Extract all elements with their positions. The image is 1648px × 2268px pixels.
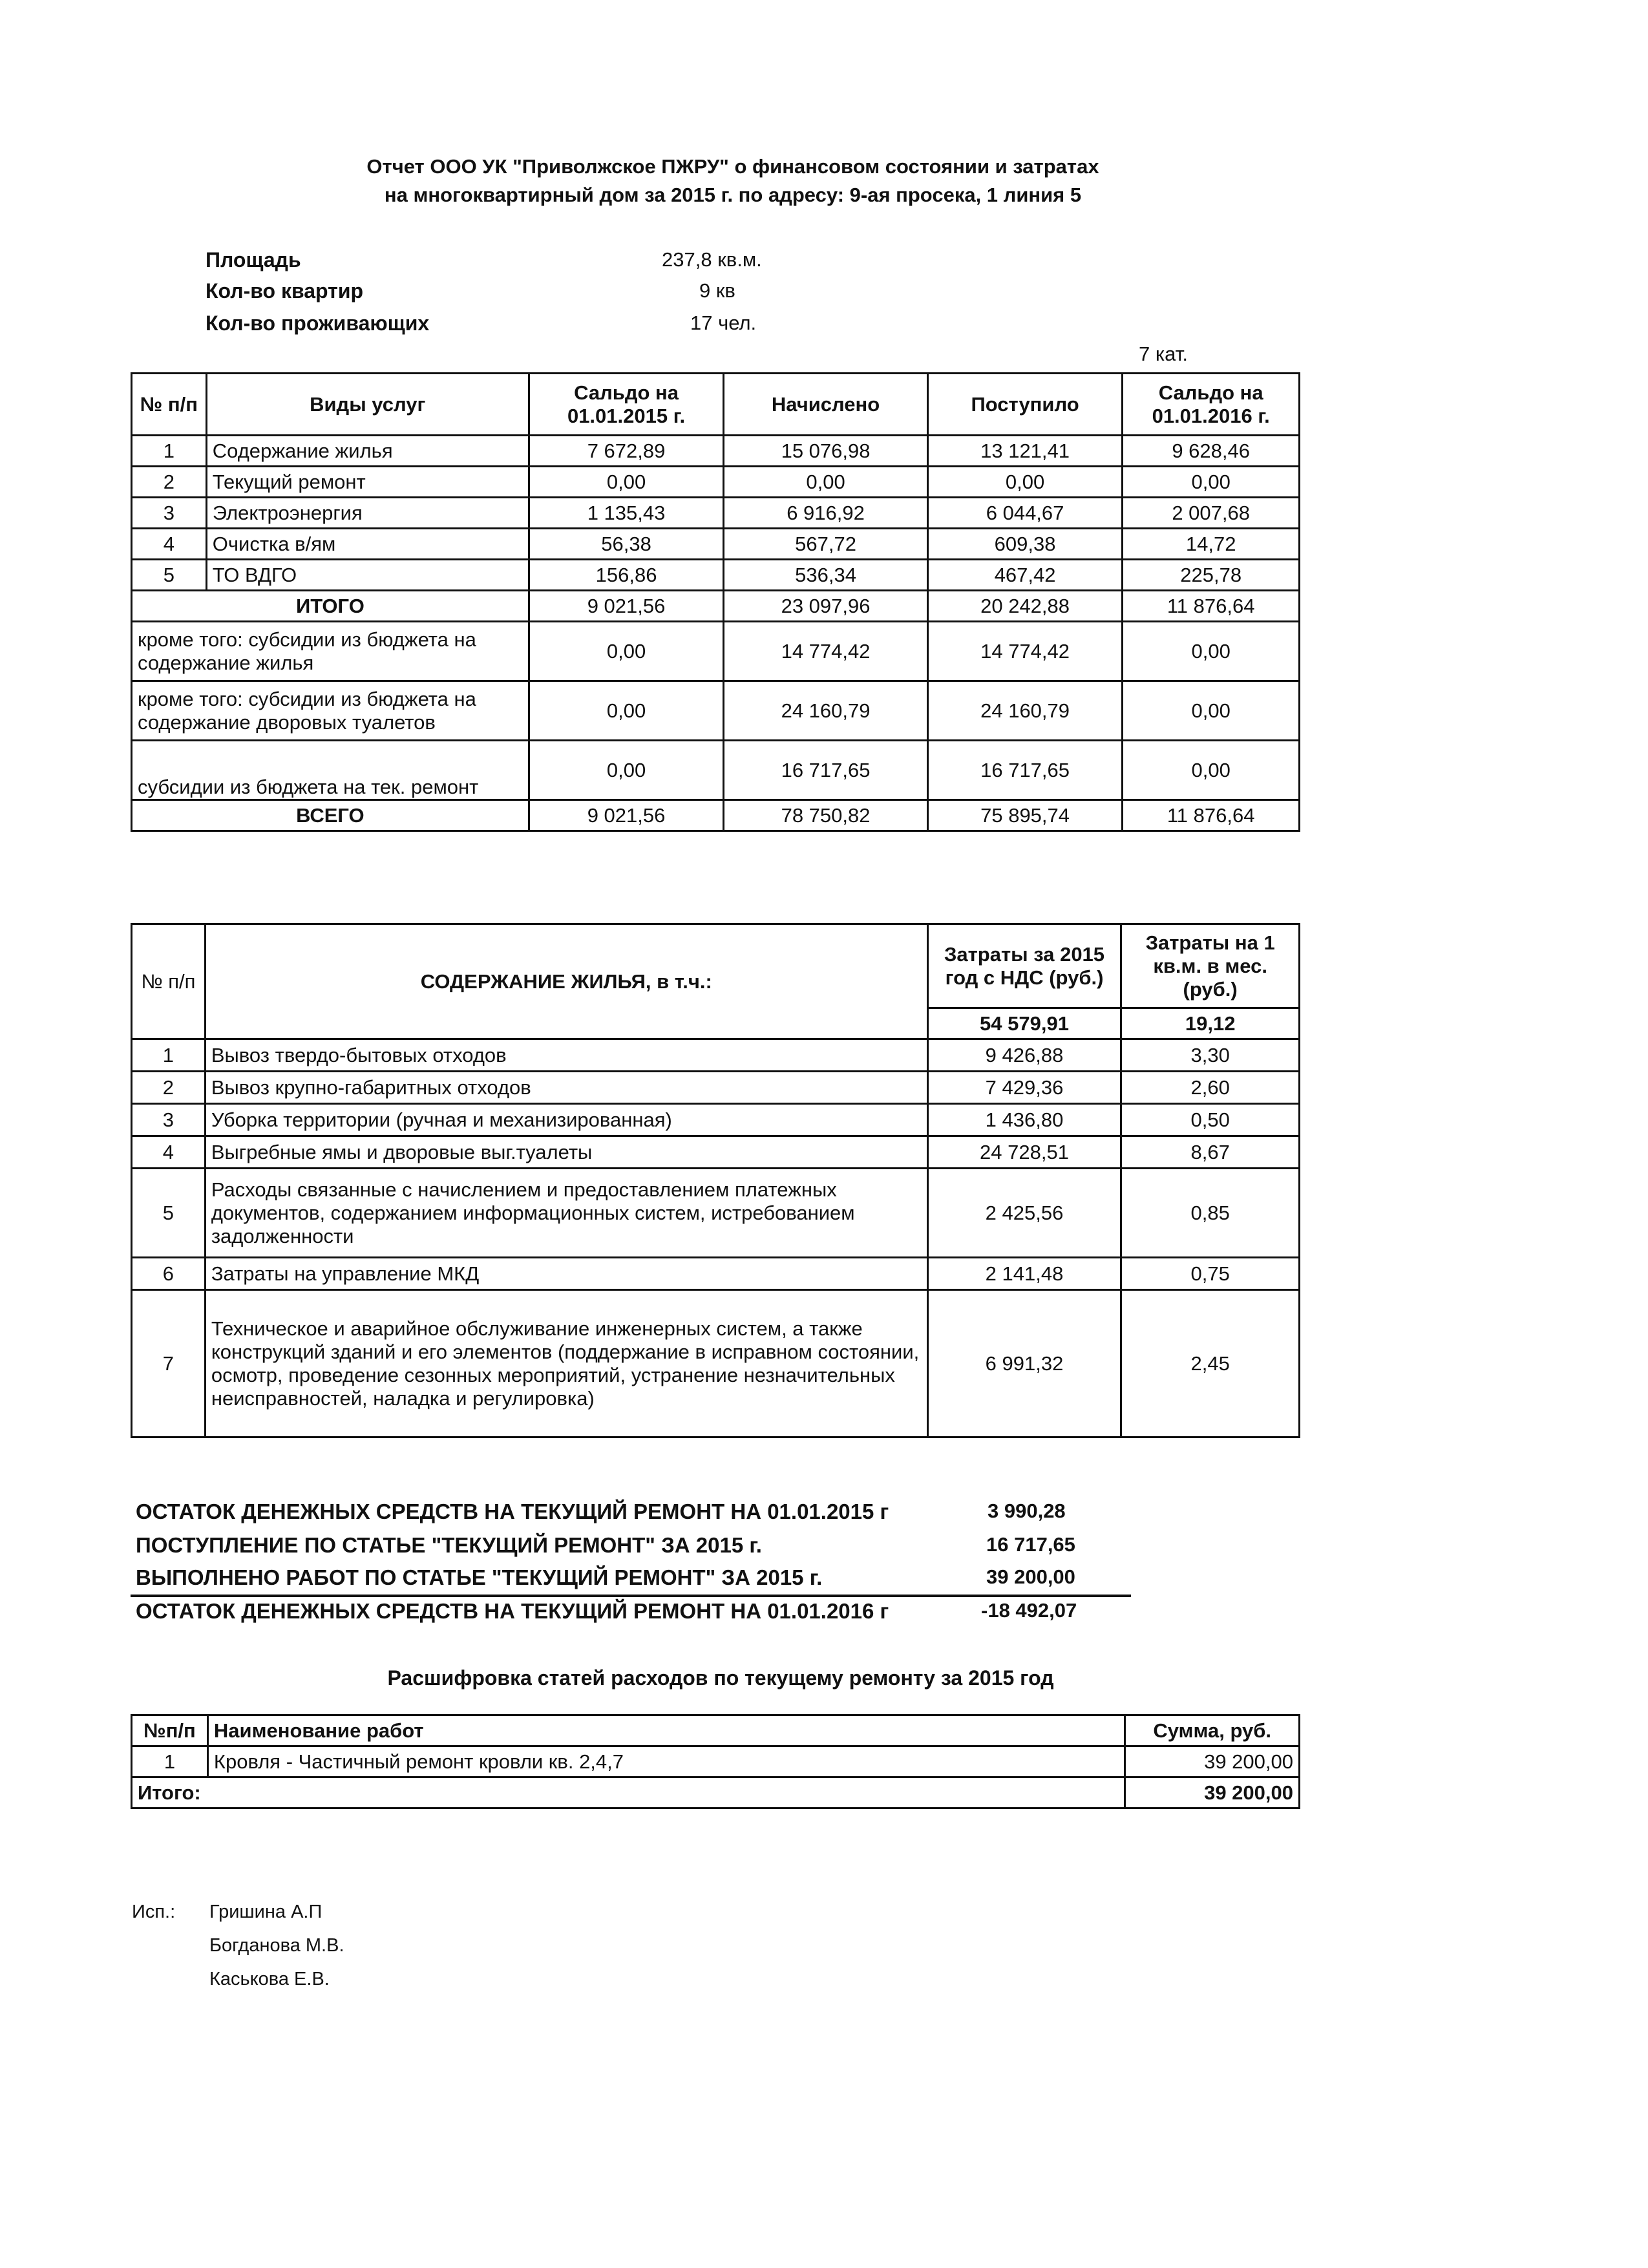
cell-value: 20 242,88 [927,591,1123,622]
area-value: 237,8 кв.м. [662,248,762,271]
cell-value: 11 876,64 [1123,800,1300,831]
cell-item: Расходы связанные с начислением и предоставлением платежных документов, содержанием информационных систем, истребованием задолженности [205,1169,927,1258]
table-row [132,1258,1300,1290]
cell-num: 2 [132,467,207,498]
table-row [132,1104,1300,1136]
maintenance-header-row [132,924,1300,1008]
header-saldo-2015: Сальдо на 01.01.2015 г. [529,374,724,436]
table-row [132,1072,1300,1104]
cell-service: Очистка в/ям [206,529,529,560]
cell-service: Электроэнергия [206,498,529,529]
summary-value-4: -18 492,07 [981,1599,1077,1622]
cell-value: 9 628,46 [1123,436,1300,467]
cell-value: 16 717,65 [927,741,1123,800]
cell-value: 0,00 [529,467,724,498]
table-row [132,1039,1300,1072]
cell-value: 0,00 [529,741,724,800]
repair-total-value: 39 200,00 [1125,1777,1300,1808]
summary-divider [131,1595,1131,1597]
header-saldo-2016: Сальдо на 01.01.2016 г. [1123,374,1300,436]
cell-value: 0,00 [529,622,724,681]
cell-value: 2,60 [1121,1072,1300,1104]
repair-header-row [132,1715,1300,1746]
executors-label: Исп.: [132,1902,176,1922]
cell-value: 75 895,74 [927,800,1123,831]
summary-value-3: 39 200,00 [986,1565,1075,1588]
subsidy-label: субсидии из бюджета на тек. ремонт [132,741,529,800]
services-grand-total-row [132,800,1300,831]
cell-value: 13 121,41 [927,436,1123,467]
cell-value: 24 728,51 [927,1136,1121,1169]
subsidy-label: кроме того: субсидии из бюджета на содержание дворовых туалетов [132,681,529,741]
cell-value: 609,38 [927,529,1123,560]
cell-value: 7 672,89 [529,436,724,467]
cell-value: 1 436,80 [927,1104,1121,1136]
header-cost-per-sqm: Затраты на 1 кв.м. в мес. (руб.) [1121,924,1300,1008]
cell-value: 6 044,67 [927,498,1123,529]
cell-value: 16 717,65 [724,741,928,800]
cell-value: 0,85 [1121,1169,1300,1258]
cell-value: 8,67 [1121,1136,1300,1169]
cell-sum: 39 200,00 [1125,1746,1300,1777]
apartments-label: Кол-во квартир [206,279,364,302]
cell-value: 156,86 [529,560,724,591]
apartments-value: 9 кв [699,279,735,302]
header-num: № п/п [132,924,206,1039]
table-row [132,529,1300,560]
cell-num: 6 [132,1258,206,1290]
cell-value: 0,00 [1123,467,1300,498]
cell-value: 2 141,48 [927,1258,1121,1290]
cell-item: Техническое и аварийное обслуживание инженерных систем, а также конструкций зданий и его элементов (поддержание в исправном состоянии, осмотр, проведение сезонных мероприятий, устранение незначительных неисправностей, наладка и регулировка) [205,1290,927,1437]
report-title-line-2: на многоквартирный дом за 2015 г. по адресу: 9-ая просека, 1 линия 5 [384,184,1082,206]
repair-total-label: Итого: [132,1777,1125,1808]
cell-value: 2 425,56 [927,1169,1121,1258]
cell-value: 225,78 [1123,560,1300,591]
executor-name: Богданова М.В. [209,1935,344,1956]
header-maintenance: СОДЕРЖАНИЕ ЖИЛЬЯ, в т.ч.: [205,924,927,1039]
category-label: 7 кат. [1139,343,1188,365]
header-charged: Начислено [724,374,928,436]
cell-value: 14 774,42 [927,622,1123,681]
table-row [132,467,1300,498]
cell-value: 2 007,68 [1123,498,1300,529]
cell-value: 0,50 [1121,1104,1300,1136]
services-table [131,372,1300,832]
cell-value: 23 097,96 [724,591,928,622]
cell-service: Текущий ремонт [206,467,529,498]
cell-num: 5 [132,560,207,591]
cell-num: 2 [132,1072,206,1104]
cell-value: 0,00 [724,467,928,498]
cell-value: 9 021,56 [529,800,724,831]
cell-value: 3,30 [1121,1039,1300,1072]
header-service: Виды услуг [206,374,529,436]
cell-item: Выгребные ямы и дворовые выг.туалеты [205,1136,927,1169]
cell-item: Вывоз крупно-габаритных отходов [205,1072,927,1104]
cell-value: 24 160,79 [927,681,1123,741]
cell-value: 6 916,92 [724,498,928,529]
summary-label-2: ПОСТУПЛЕНИЕ ПО СТАТЬЕ "ТЕКУЩИЙ РЕМОНТ" ЗА 2015 г. [136,1533,762,1557]
grand-total-label: ВСЕГО [132,800,529,831]
cell-num: 3 [132,1104,206,1136]
cell-value: 9 426,88 [927,1039,1121,1072]
maintenance-table [131,923,1300,1438]
cell-value: 56,38 [529,529,724,560]
cell-num: 1 [132,1039,206,1072]
residents-value: 17 чел. [690,312,757,334]
summary-label-1: ОСТАТОК ДЕНЕЖНЫХ СРЕДСТВ НА ТЕКУЩИЙ РЕМОНТ НА 01.01.2015 г [136,1500,889,1523]
cell-num: 5 [132,1169,206,1258]
cell-value: 0,00 [927,467,1123,498]
cell-item: Затраты на управление МКД [205,1258,927,1290]
table-row [132,498,1300,529]
summary-value-2: 16 717,65 [986,1533,1075,1556]
executor-name: Гришина А.П [209,1902,322,1922]
cell-value: 0,00 [1123,741,1300,800]
subsidy-row [132,622,1300,681]
total-cost-value: 54 579,91 [927,1008,1121,1039]
cell-value: 7 429,36 [927,1072,1121,1104]
header-sum: Сумма, руб. [1125,1715,1300,1746]
cell-value: 9 021,56 [529,591,724,622]
cell-value: 24 160,79 [724,681,928,741]
cell-service: ТО ВДГО [206,560,529,591]
subsidy-row [132,741,1300,800]
cell-value: 14,72 [1123,529,1300,560]
services-total-row [132,591,1300,622]
summary-label-3: ВЫПОЛНЕНО РАБОТ ПО СТАТЬЕ "ТЕКУЩИЙ РЕМОНТ" ЗА 2015 г. [136,1565,823,1589]
repair-table [131,1714,1300,1809]
services-header-row [132,374,1300,436]
repair-breakdown-title: Расшифровка статей расходов по текущему ремонту за 2015 год [387,1666,1054,1690]
cell-item: Вывоз твердо-бытовых отходов [205,1039,927,1072]
cell-num: 1 [132,436,207,467]
cell-value: 15 076,98 [724,436,928,467]
table-row [132,436,1300,467]
cell-num: 7 [132,1290,206,1437]
cell-value: 6 991,32 [927,1290,1121,1437]
cell-value: 567,72 [724,529,928,560]
summary-value-1: 3 990,28 [988,1500,1066,1522]
subsidy-label: кроме того: субсидии из бюджета на содержание жилья [132,622,529,681]
summary-label-4: ОСТАТОК ДЕНЕЖНЫХ СРЕДСТВ НА ТЕКУЩИЙ РЕМОНТ НА 01.01.2016 г [136,1599,889,1623]
total-per-value: 19,12 [1121,1008,1300,1039]
cell-value: 1 135,43 [529,498,724,529]
subsidy-row [132,681,1300,741]
cell-service: Содержание жилья [206,436,529,467]
cell-num: 1 [132,1746,208,1777]
table-row [132,1290,1300,1437]
cell-value: 11 876,64 [1123,591,1300,622]
cell-num: 3 [132,498,207,529]
repair-total-row [132,1777,1300,1808]
cell-value: 0,75 [1121,1258,1300,1290]
cell-value: 14 774,42 [724,622,928,681]
cell-value: 0,00 [1123,681,1300,741]
cell-value: 467,42 [927,560,1123,591]
cell-num: 4 [132,1136,206,1169]
cell-item: Уборка территории (ручная и механизированная) [205,1104,927,1136]
header-cost-2015: Затраты за 2015 год с НДС (руб.) [927,924,1121,1008]
cell-work-name: Кровля - Частичный ремонт кровли кв. 2,4,7 [207,1746,1125,1777]
header-work-name: Наименование работ [207,1715,1125,1746]
report-title-line-1: Отчет ООО УК "Приволжское ПЖРУ" о финансовом состоянии и затратах [366,155,1099,178]
cell-value: 78 750,82 [724,800,928,831]
table-row [132,1746,1300,1777]
table-row [132,560,1300,591]
cell-value: 2,45 [1121,1290,1300,1437]
cell-num: 4 [132,529,207,560]
header-received: Поступило [927,374,1123,436]
header-num: № п/п [132,374,207,436]
cell-value: 0,00 [1123,622,1300,681]
area-label: Площадь [206,248,301,271]
cell-value: 536,34 [724,560,928,591]
table-row [132,1136,1300,1169]
total-label: ИТОГО [132,591,529,622]
table-row [132,1169,1300,1258]
executor-name: Каськова Е.В. [209,1969,330,1989]
header-num: №п/п [132,1715,208,1746]
cell-value: 0,00 [529,681,724,741]
residents-label: Кол-во проживающих [206,312,430,335]
